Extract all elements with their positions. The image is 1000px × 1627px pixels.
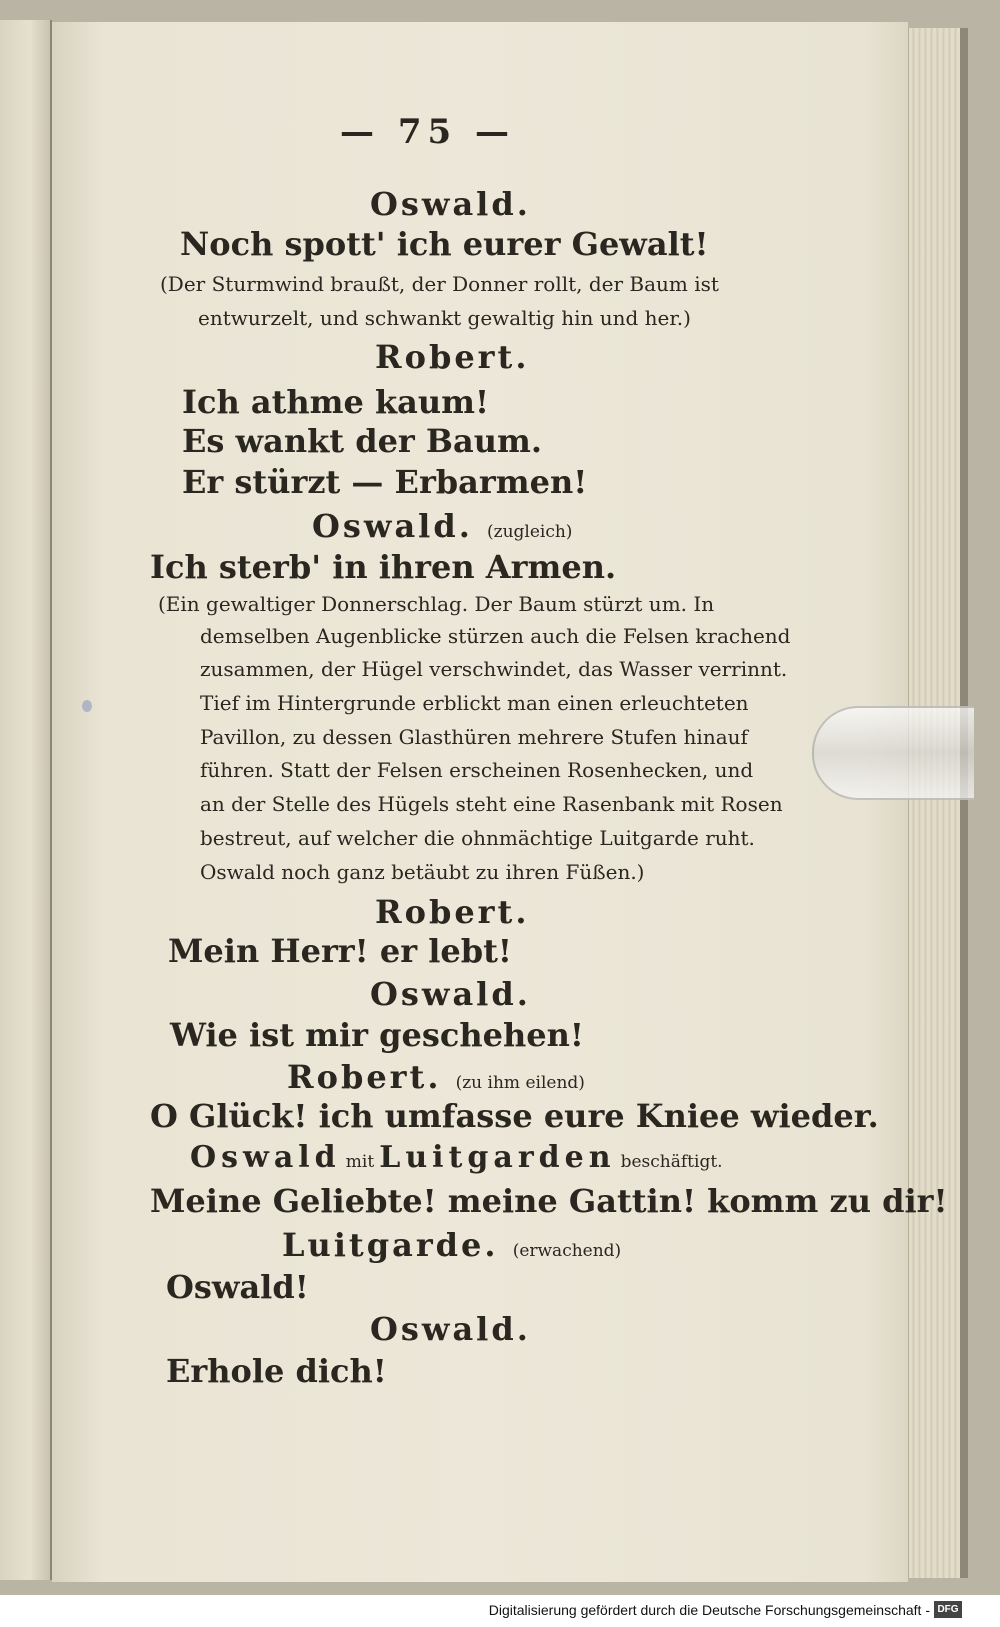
verse-line: Es wankt der Baum.	[182, 422, 542, 460]
stage-direction: Oswald noch ganz betäubt zu ihren Füßen.)	[200, 860, 645, 884]
speaker-label: Oswald.	[370, 185, 531, 223]
footer-bar	[0, 1595, 1000, 1627]
stage-direction: Tief im Hintergrunde erblickt man einen erleuchteten	[200, 691, 749, 715]
verse-line: Mein Herr! er lebt!	[168, 932, 512, 970]
stage-direction: (Der Sturmwind braußt, der Donner rollt, der Baum ist	[160, 272, 719, 296]
speaker-label	[312, 507, 572, 545]
stage-direction: (Ein gewaltiger Donnerschlag. Der Baum stürzt um. In	[158, 592, 715, 616]
verse-line: Er stürzt — Erbarmen!	[182, 463, 588, 501]
speaker-label: Oswald.	[370, 975, 531, 1013]
verse-line: Erhole dich!	[166, 1352, 387, 1390]
verse-line: Ich athme kaum!	[182, 383, 490, 421]
speaker-label	[190, 1140, 723, 1175]
page-number: — 75 —	[340, 112, 515, 152]
stage-direction: Pavillon, zu dessen Glasthüren mehrere Stufen hinauf	[200, 725, 748, 749]
stage-direction: führen. Statt der Felsen erscheinen Rosenhecken, und	[200, 758, 754, 782]
stage-direction: demselben Augenblicke stürzen auch die Felsen krachend	[200, 624, 791, 648]
speaker-name: Oswald.	[312, 507, 473, 545]
verse-line: Meine Geliebte! meine Gattin! komm zu dir!	[150, 1182, 948, 1220]
speaker-label	[287, 1058, 585, 1096]
stage-direction: entwurzelt, und schwankt gewaltig hin und her.)	[198, 306, 691, 330]
speaker-note: (zugleich)	[486, 522, 573, 542]
speaker-note: beschäftigt.	[620, 1152, 723, 1172]
stage-direction: bestreut, auf welcher die ohnmächtige Luitgarde ruht.	[200, 826, 755, 850]
speaker-label: Robert.	[375, 893, 530, 931]
verse-line: Oswald!	[166, 1268, 309, 1306]
speaker-label: Oswald.	[370, 1310, 531, 1348]
verse-line: O Glück! ich umfasse eure Kniee wieder.	[150, 1097, 879, 1135]
speaker-name: Oswald	[190, 1140, 341, 1175]
dfg-logo: DFG	[934, 1601, 962, 1618]
speaker-label	[282, 1226, 621, 1264]
verse-line: Noch spott' ich eurer Gewalt!	[180, 225, 709, 263]
verse-line: Wie ist mir geschehen!	[170, 1016, 584, 1054]
speaker-name: Luitgarden	[379, 1140, 616, 1175]
verse-line: Ich sterb' in ihren Armen.	[150, 548, 617, 586]
page-clip	[812, 706, 974, 800]
stage-direction: zusammen, der Hügel verschwindet, das Wasser verrinnt.	[200, 657, 788, 681]
speaker-note: (zu ihm eilend)	[455, 1073, 585, 1093]
speaker-note: (erwachend)	[512, 1241, 622, 1261]
stage-direction: an der Stelle des Hügels steht eine Rasenbank mit Rosen	[200, 792, 783, 816]
footer-credit: Digitalisierung gefördert durch die Deutsche Forschungsgemeinschaft -	[488, 1602, 930, 1618]
speaker-label: Robert.	[375, 338, 530, 376]
speaker-name: Robert.	[287, 1058, 442, 1096]
speaker-name: Luitgarde.	[282, 1226, 499, 1264]
connector-word: mit	[345, 1152, 375, 1172]
